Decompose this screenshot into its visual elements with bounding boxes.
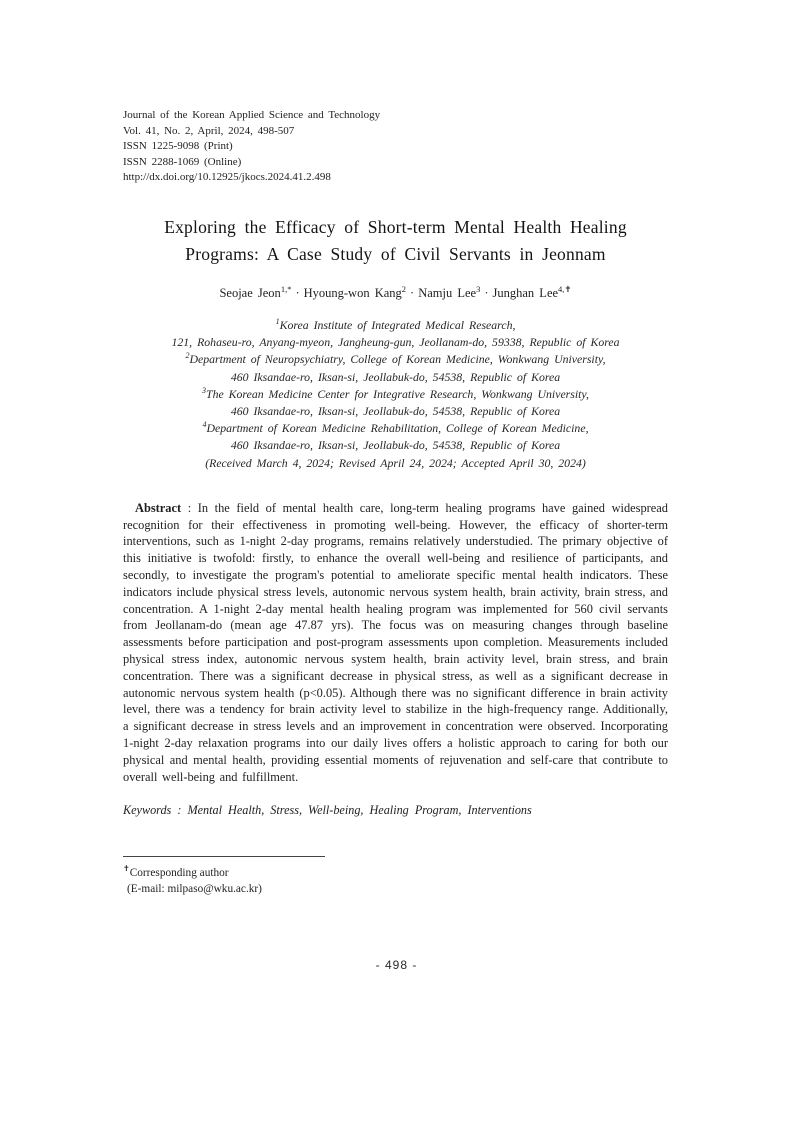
author-4-name: Junghan Lee <box>492 285 559 300</box>
affiliation-line <box>123 317 668 334</box>
abstract-text: In the field of mental health care, long-term healing programs have gained widespread recognition for their effectiveness in promoting well-being. However, the efficacy of shorter-term interventions, such as 1-night 2-day programs, remains relatively understudied. The primary objective of this initiative is twofold: firstly, to enhance the overall well-being and resilience of participants, and secondly, to investigate the program's potential to ameliorate specific mental health indicators. These indicators include physical stress levels, autonomic nervous system health, brain activity, brain stress, and concentration. A 1-night 2-day mental health healing program was implemented for 560 civil servants from Jeollanam-do (mean age 47.87 yrs). The focus was on measuring changes through baseline assessments before participation and post-program assessments upon completion. Measurements included physical stress index, autonomic nervous system health, brain activity level, brain stress, and brain concentration. There was a significant decrease in physical stress, as well as a significant decrease in autonomic nervous system health (p<0.05). Although there was no significant difference in brain activity level, there was a tendency for brain activity level to stabilize in the high-frequency range. Additionally, a significant decrease in stress levels and an improvement in concentration were observed. Incorporating 1-night 2-day relaxation programs into our daily lives offers a holistic approach to caring for both our physical and mental health, providing essential moments of rejuvenation and self-care that contribute to overall well-being and fulfillment. <box>123 500 668 784</box>
affiliations-block <box>123 317 668 472</box>
author-1-superscript: 1,* <box>280 283 292 294</box>
author-1 <box>219 283 292 300</box>
keywords-text: Mental Health, Stress, Well-being, Healing Program, Interventions <box>187 803 532 818</box>
author-3 <box>418 283 481 300</box>
paper-title-line2: Programs: A Case Study of Civil Servants in Jeonnam <box>185 243 606 264</box>
keywords-line <box>123 803 668 818</box>
affiliation-text: 460 Iksandae-ro, Iksan-si, Jeollabuk-do, 54538, Republic of Korea <box>230 403 561 418</box>
author-2 <box>303 283 407 300</box>
abstract-section <box>123 500 668 786</box>
affiliation-line <box>123 403 668 420</box>
journal-issn-print: ISSN 1225-9098 (Print) <box>123 140 233 153</box>
corresponding-author-footnote <box>123 856 668 897</box>
abstract-label: Abstract <box>135 500 182 515</box>
affiliation-text: Korea Institute of Integrated Medical Research, <box>279 317 516 332</box>
author-2-name: Hyoung-won Kang <box>303 285 402 300</box>
corresponding-author-line <box>123 866 668 882</box>
paper-title <box>123 214 668 268</box>
author-4 <box>492 283 572 300</box>
affiliation-line <box>123 437 668 454</box>
paper-title-line1: Exploring the Efficacy of Short-term Mental Health Healing <box>164 216 627 237</box>
received-revised-accepted-line <box>123 455 668 472</box>
affiliation-text: Department of Neuropsychiatry, College of Korean Medicine, Wonkwang University, <box>189 352 606 367</box>
affiliation-text: (Received March 4, 2024; Revised April 24, 2024; Accepted April 30, 2024) <box>205 455 586 470</box>
corresponding-author-email: (E-mail: milpaso@wku.ac.kr) <box>127 882 262 895</box>
author-3-superscript: 3 <box>476 283 481 294</box>
corresponding-author-text: Corresponding author <box>129 867 229 880</box>
journal-volume-info: Vol. 41, No. 2, April, 2024, 498-507 <box>123 124 295 137</box>
keywords-label: Keywords <box>123 803 172 818</box>
page-number: - 498 - <box>375 958 418 972</box>
author-4-superscript: 4,✝ <box>558 283 572 294</box>
journal-issn-online: ISSN 2288-1069 (Online) <box>123 155 242 168</box>
author-3-name: Namju Lee <box>418 285 477 300</box>
affiliation-superscript: 2 <box>185 351 190 361</box>
author-1-name: Seojae Jeon <box>219 285 281 300</box>
affiliation-line <box>123 420 668 437</box>
journal-header <box>123 108 668 186</box>
author-2-superscript: 2 <box>401 283 407 294</box>
affiliation-text: Department of Korean Medicine Rehabilitation, College of Korean Medicine, <box>206 421 589 436</box>
abstract-separator: : <box>181 500 198 515</box>
affiliation-text: The Korean Medicine Center for Integrative Research, Wonkwang University, <box>206 386 589 401</box>
author-list <box>123 283 668 301</box>
affiliation-line <box>123 351 668 368</box>
affiliation-line <box>123 386 668 403</box>
affiliation-text: 460 Iksandae-ro, Iksan-si, Jeollabuk-do, 54538, Republic of Korea <box>230 369 561 384</box>
affiliation-text: 121, Rohaseu-ro, Anyang-myeon, Jangheung-gun, Jeollanam-do, 59338, Republic of Korea <box>171 335 620 350</box>
affiliation-superscript: 3 <box>202 385 207 395</box>
affiliation-superscript: 1 <box>275 317 280 327</box>
abstract-paragraph <box>123 500 668 786</box>
author-separator: · <box>295 285 300 300</box>
affiliation-line <box>123 369 668 386</box>
author-separator: · <box>410 285 415 300</box>
dagger-marker-icon: ✝ <box>123 864 130 874</box>
affiliation-superscript: 4 <box>202 420 207 430</box>
affiliation-text: 460 Iksandae-ro, Iksan-si, Jeollabuk-do, 54538, Republic of Korea <box>230 438 561 453</box>
keywords-separator: : <box>171 803 188 818</box>
footnote-divider <box>123 856 325 857</box>
affiliation-line <box>123 334 668 351</box>
author-separator: · <box>484 285 489 300</box>
journal-name: Journal of the Korean Applied Science and Technology <box>123 109 381 121</box>
journal-doi: http://dx.doi.org/10.12925/jkocs.2024.41.2.498 <box>123 171 331 184</box>
